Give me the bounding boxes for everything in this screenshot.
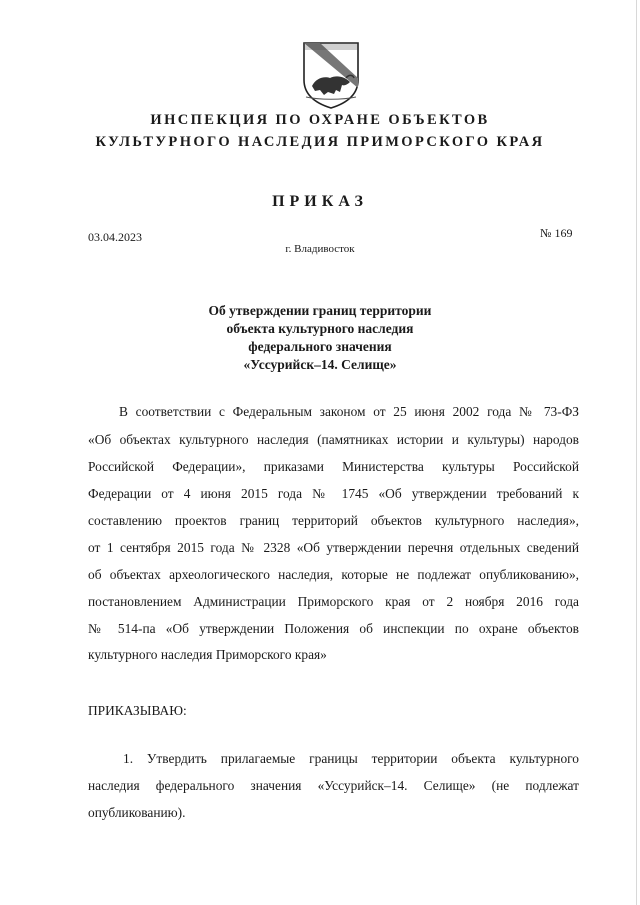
page-edge-line <box>636 0 637 905</box>
subject-line-4: «Уссурийск–14. Селище» <box>243 357 397 372</box>
preamble-line-8: постановлением Администрации Приморского края от 2 ноября 2016 года <box>88 594 579 609</box>
subject-line-2: объекта культурного наследия <box>226 321 414 336</box>
order-date: 03.04.2023 <box>88 230 142 244</box>
preamble-line-1: В соответствии с Федеральным законом от 25 июня 2002 года № 73-ФЗ <box>119 404 579 419</box>
order-city: г. Владивосток <box>285 243 355 255</box>
preamble-line-7: об объектах археологического наследия, которые не подлежат опубликованию», <box>88 567 579 582</box>
organization-name-line2: КУЛЬТУРНОГО НАСЛЕДИЯ ПРИМОРСКОГО КРАЯ <box>95 134 545 150</box>
preamble-line-3: Российской Федерации», приказами Министерства культуры Российской <box>88 459 579 474</box>
order-number: № 169 <box>540 226 573 240</box>
order-directive-word: ПРИКАЗЫВАЮ: <box>88 703 187 718</box>
organization-name-line1: ИНСПЕКЦИЯ ПО ОХРАНЕ ОБЪЕКТОВ <box>150 112 490 128</box>
preamble-line-9: № 514-па «Об утверждении Положения об инспекции по охране объектов <box>88 621 579 636</box>
item1-line-3: опубликованию). <box>88 805 186 820</box>
subject-line-1: Об утверждении границ территории <box>208 303 432 318</box>
item1-line-2: наследия федерального значения «Уссурийск–14. Селище» (не подлежат <box>88 778 579 793</box>
item1-line-1: 1. Утвердить прилагаемые границы территории объекта культурного <box>123 751 579 766</box>
preamble-line-4: Федерации от 4 июня 2015 года № 1745 «Об утверждении требований к <box>88 486 579 501</box>
coat-of-arms-emblem <box>300 40 362 110</box>
subject-line-3: федерального значения <box>248 339 392 354</box>
preamble-line-5: составлению проектов границ территорий объектов культурного наследия», <box>88 513 579 528</box>
preamble-line-10: культурного наследия Приморского края» <box>88 647 327 662</box>
preamble-line-2: «Об объектах культурного наследия (памятниках истории и культуры) народов <box>88 432 579 447</box>
preamble-line-6: от 1 сентября 2015 года № 2328 «Об утверждении перечня отдельных сведений <box>88 540 579 555</box>
document-type-title: ПРИКАЗ <box>272 193 368 210</box>
